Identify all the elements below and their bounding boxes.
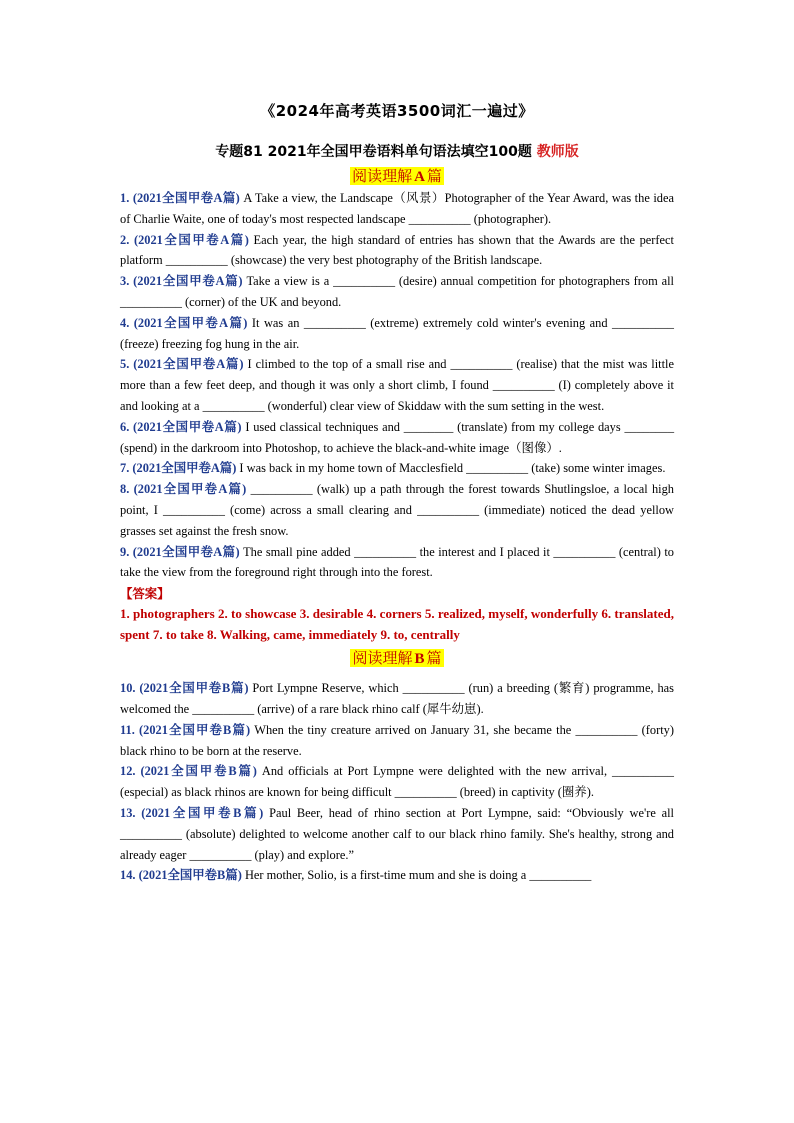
- question-item: 6. (2021全国甲卷A篇) I used classical techniques and ________ (translate) from my college days ________ (spend) in the darkroom into Photoshop, to achieve the black-and-white image（图像）.: [120, 419, 675, 455]
- question-item: 5. (2021全国甲卷A篇) I climbed to the top of a small rise and __________ (realise) that the mist was little more than a few feet deep, and though it was only a short climb, I found __________ (I) completely above it and looking at a __________ (wonderful) clear view of Skiddaw with the sum setting in the west.: [120, 357, 675, 413]
- section-b-label: 阅读理解 B 篇: [352, 649, 442, 668]
- question-list-b: [120, 678, 674, 886]
- question-item: 10. (2021全国甲卷B篇) Port Lympne Reserve, which __________ (run) a breeding (繁育) programme, has welcomed the __________ (arrive) of a rare black rhino calf (犀牛幼崽).: [120, 681, 674, 716]
- answer-label: 【答案】: [120, 586, 170, 602]
- subtitle-edition: 教师版: [536, 144, 579, 160]
- question-item: 9. (2021全国甲卷A篇) The small pine added __________ the interest and I placed it __________ (central) to take the view from the foreground right through into the forest.: [120, 544, 674, 580]
- question-item: 13. (2021全国甲卷B篇) Paul Beer, head of rhino section at Port Lympne, said: “Obviously we're all __________ (absolute) delighted to welcome another calf to our black rhino family. She's healthy, strong and already eager __________ (play) and explore.”: [120, 805, 675, 862]
- spacer: [120, 670, 674, 678]
- section-b-heading: [120, 647, 674, 668]
- section-a-heading: [120, 165, 674, 186]
- question-item: 12. (2021全国甲卷B篇) And officials at Port Lympne were delighted with the new arrival, __________ (especial) as black rhinos are known for being difficult __________ (breed) in captivity (圈养).: [120, 764, 674, 800]
- question-item: 1. (2021全国甲卷A篇) A Take a view, the Landscape（风景）Photographer of the Year Award, was the idea of Charlie Waite, one of today's most respected landscape __________ (photographer).: [120, 191, 674, 226]
- document-title: 《2024年高考英语3500词汇一遍过》: [260, 102, 534, 120]
- document-content: [120, 100, 674, 886]
- question-item: 3. (2021全国甲卷A篇) Take a view is a __________ (desire) annual competition for photographers from all __________ (corner) of the UK and beyond.: [120, 274, 675, 309]
- section-a-label: 阅读理解 A 篇: [352, 167, 442, 185]
- question-item: 11. (2021全国甲卷B篇) When the tiny creature arrived on January 31, she became the __________ (forty) black rhino to be born at the reserve.: [120, 722, 674, 758]
- answer-text: 1. photographers 2. to showcase 3. desirable 4. corners 5. realized, myself, wonderfully 6. translated, spent 7. to take 8. Walking, came, immediately 9. to, centrally: [120, 606, 674, 642]
- question-item: 4. (2021全国甲卷A篇) It was an __________ (extreme) extremely cold winter's evening and __________ (freeze) freezing fog hung in the air.: [120, 315, 674, 351]
- question-list-a: [120, 188, 674, 583]
- question-item: 14. (2021全国甲卷B篇) Her mother, Solio, is a first-time mum and she is doing a __________: [120, 868, 592, 883]
- document-subtitle: [120, 141, 674, 161]
- question-item: 7. (2021全国甲卷A篇) I was back in my home town of Macclesfield __________ (take) some winter images.: [120, 461, 666, 476]
- subtitle-main: 专题81 2021年全国甲卷语料单句语法填空100题: [215, 144, 537, 160]
- question-item: 8. (2021全国甲卷A篇) __________ (walk) up a path through the forest towards Shutlingsloe, a local high point, I __________ (come) across a small clearing and __________ (immediate) noticed the dead yellow grasses set against the fresh snow.: [120, 482, 675, 538]
- question-item: 2. (2021全国甲卷A篇) Each year, the high standard of entries has shown that the Awards are the perfect platform __________ (showcase) the very best photography of the British landscape.: [120, 232, 674, 268]
